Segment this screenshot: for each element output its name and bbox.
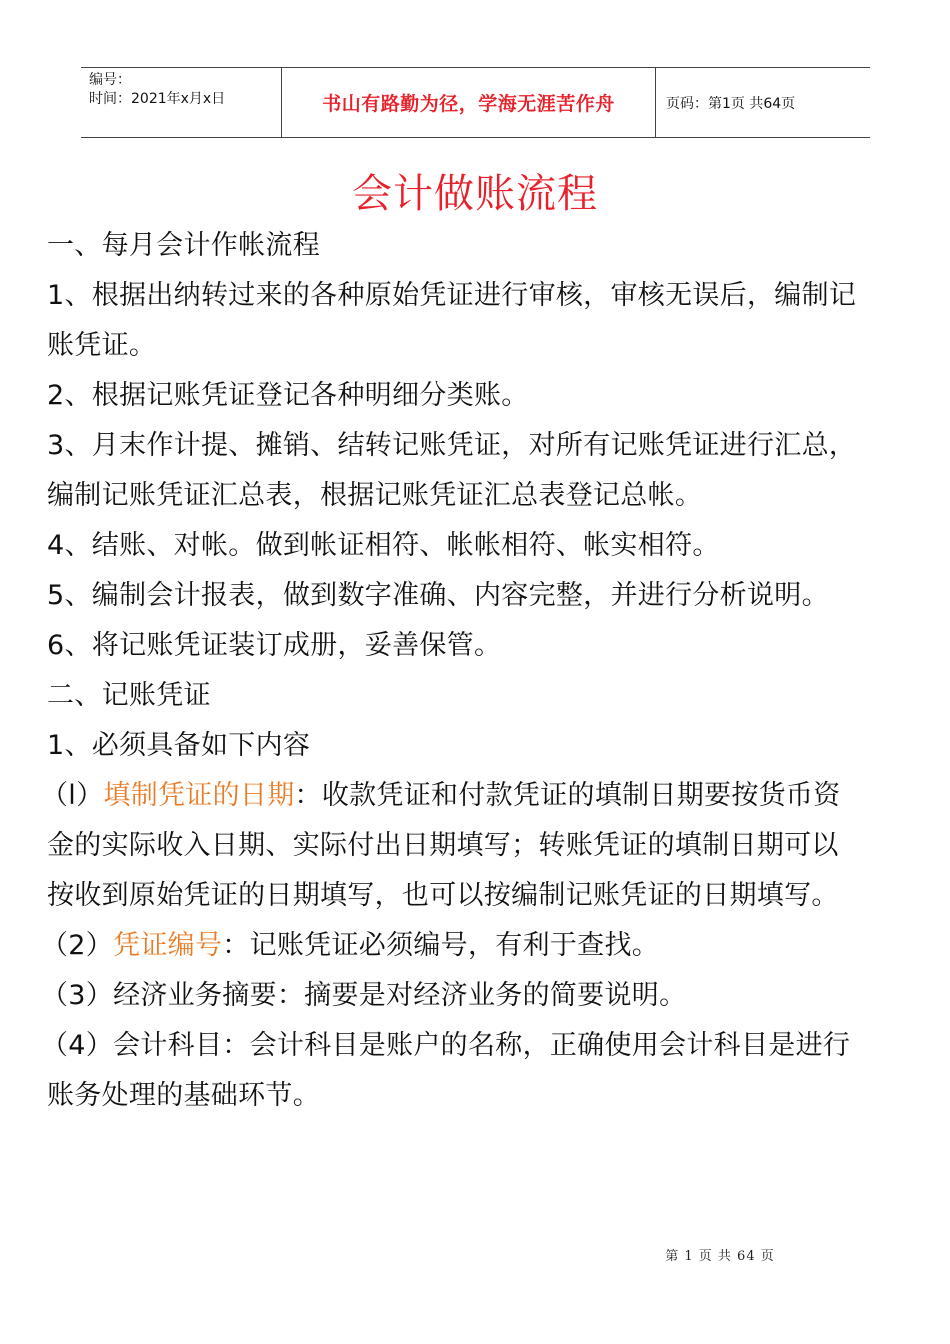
item-1-prefix: （l） [41,780,104,811]
header-page-cell [656,68,870,137]
document-title: 会计做账流程 [352,171,598,217]
document-body [41,221,907,1121]
header-meta-cell [81,68,281,137]
header-table [81,67,870,138]
item-1-keyword: 填制凭证的日期 [103,780,295,811]
section-heading-1: 一、每月会计作帐流程 [47,230,320,261]
paragraph-line: 2、根据记账凭证登记各种明细分类账。 [47,380,529,411]
item-2-keyword: 凭证编号 [113,930,223,961]
header-motto-cell [281,68,656,137]
document-number-label: 编号： [89,72,131,88]
item-2-line [41,921,907,971]
header-page-info: 页码：第1页 共64页 [666,95,796,112]
paragraph-line: 1、根据出纳转过来的各种原始凭证进行审核，审核无误后，编制记 [47,280,857,311]
item-4-line-1: （4）会计科目：会计科目是账户的名称，正确使用会计科目是进行 [41,1030,851,1061]
motto-text: 书山有路勤为径，学海无涯苦作舟 [322,93,615,115]
section-heading-2: 二、记账凭证 [47,680,211,711]
item-1-line-2: 金的实际收入日期、实际付出日期填写；转账凭证的填制日期可以 [47,830,839,861]
item-1-line-1 [41,771,907,821]
paragraph-line: 6、将记账凭证装订成册，妥善保管。 [47,630,502,661]
item-2-prefix: （2） [41,930,114,961]
paragraph-line: 账凭证。 [47,330,157,361]
paragraph-line: 3、月末作计提、摊销、结转记账凭证，对所有记账凭证进行汇总， [47,430,857,461]
paragraph-line: 编制记账凭证汇总表，根据记账凭证汇总表登记总帐。 [47,480,703,511]
item-1-text: ：收款凭证和付款凭证的填制日期要按货币资 [294,780,841,811]
item-4-line-2: 账务处理的基础环节。 [47,1080,320,1111]
paragraph-line: 1、必须具备如下内容 [47,730,311,761]
page-footer: 第 1 页 共 64 页 [665,1249,775,1264]
item-3-line: （3）经济业务摘要：摘要是对经济业务的简要说明。 [41,980,687,1011]
item-2-text: ：记账凭证必须编号，有利于查找。 [222,930,660,961]
item-1-line-3: 按收到原始凭证的日期填写，也可以按编制记账凭证的日期填写。 [47,880,839,911]
paragraph-line: 4、结账、对帐。做到帐证相符、帐帐相符、帐实相符。 [47,530,720,561]
document-date-label: 时间：2021年x月x日 [89,91,226,107]
paragraph-line: 5、编制会计报表，做到数字准确、内容完整，并进行分析说明。 [47,580,829,611]
